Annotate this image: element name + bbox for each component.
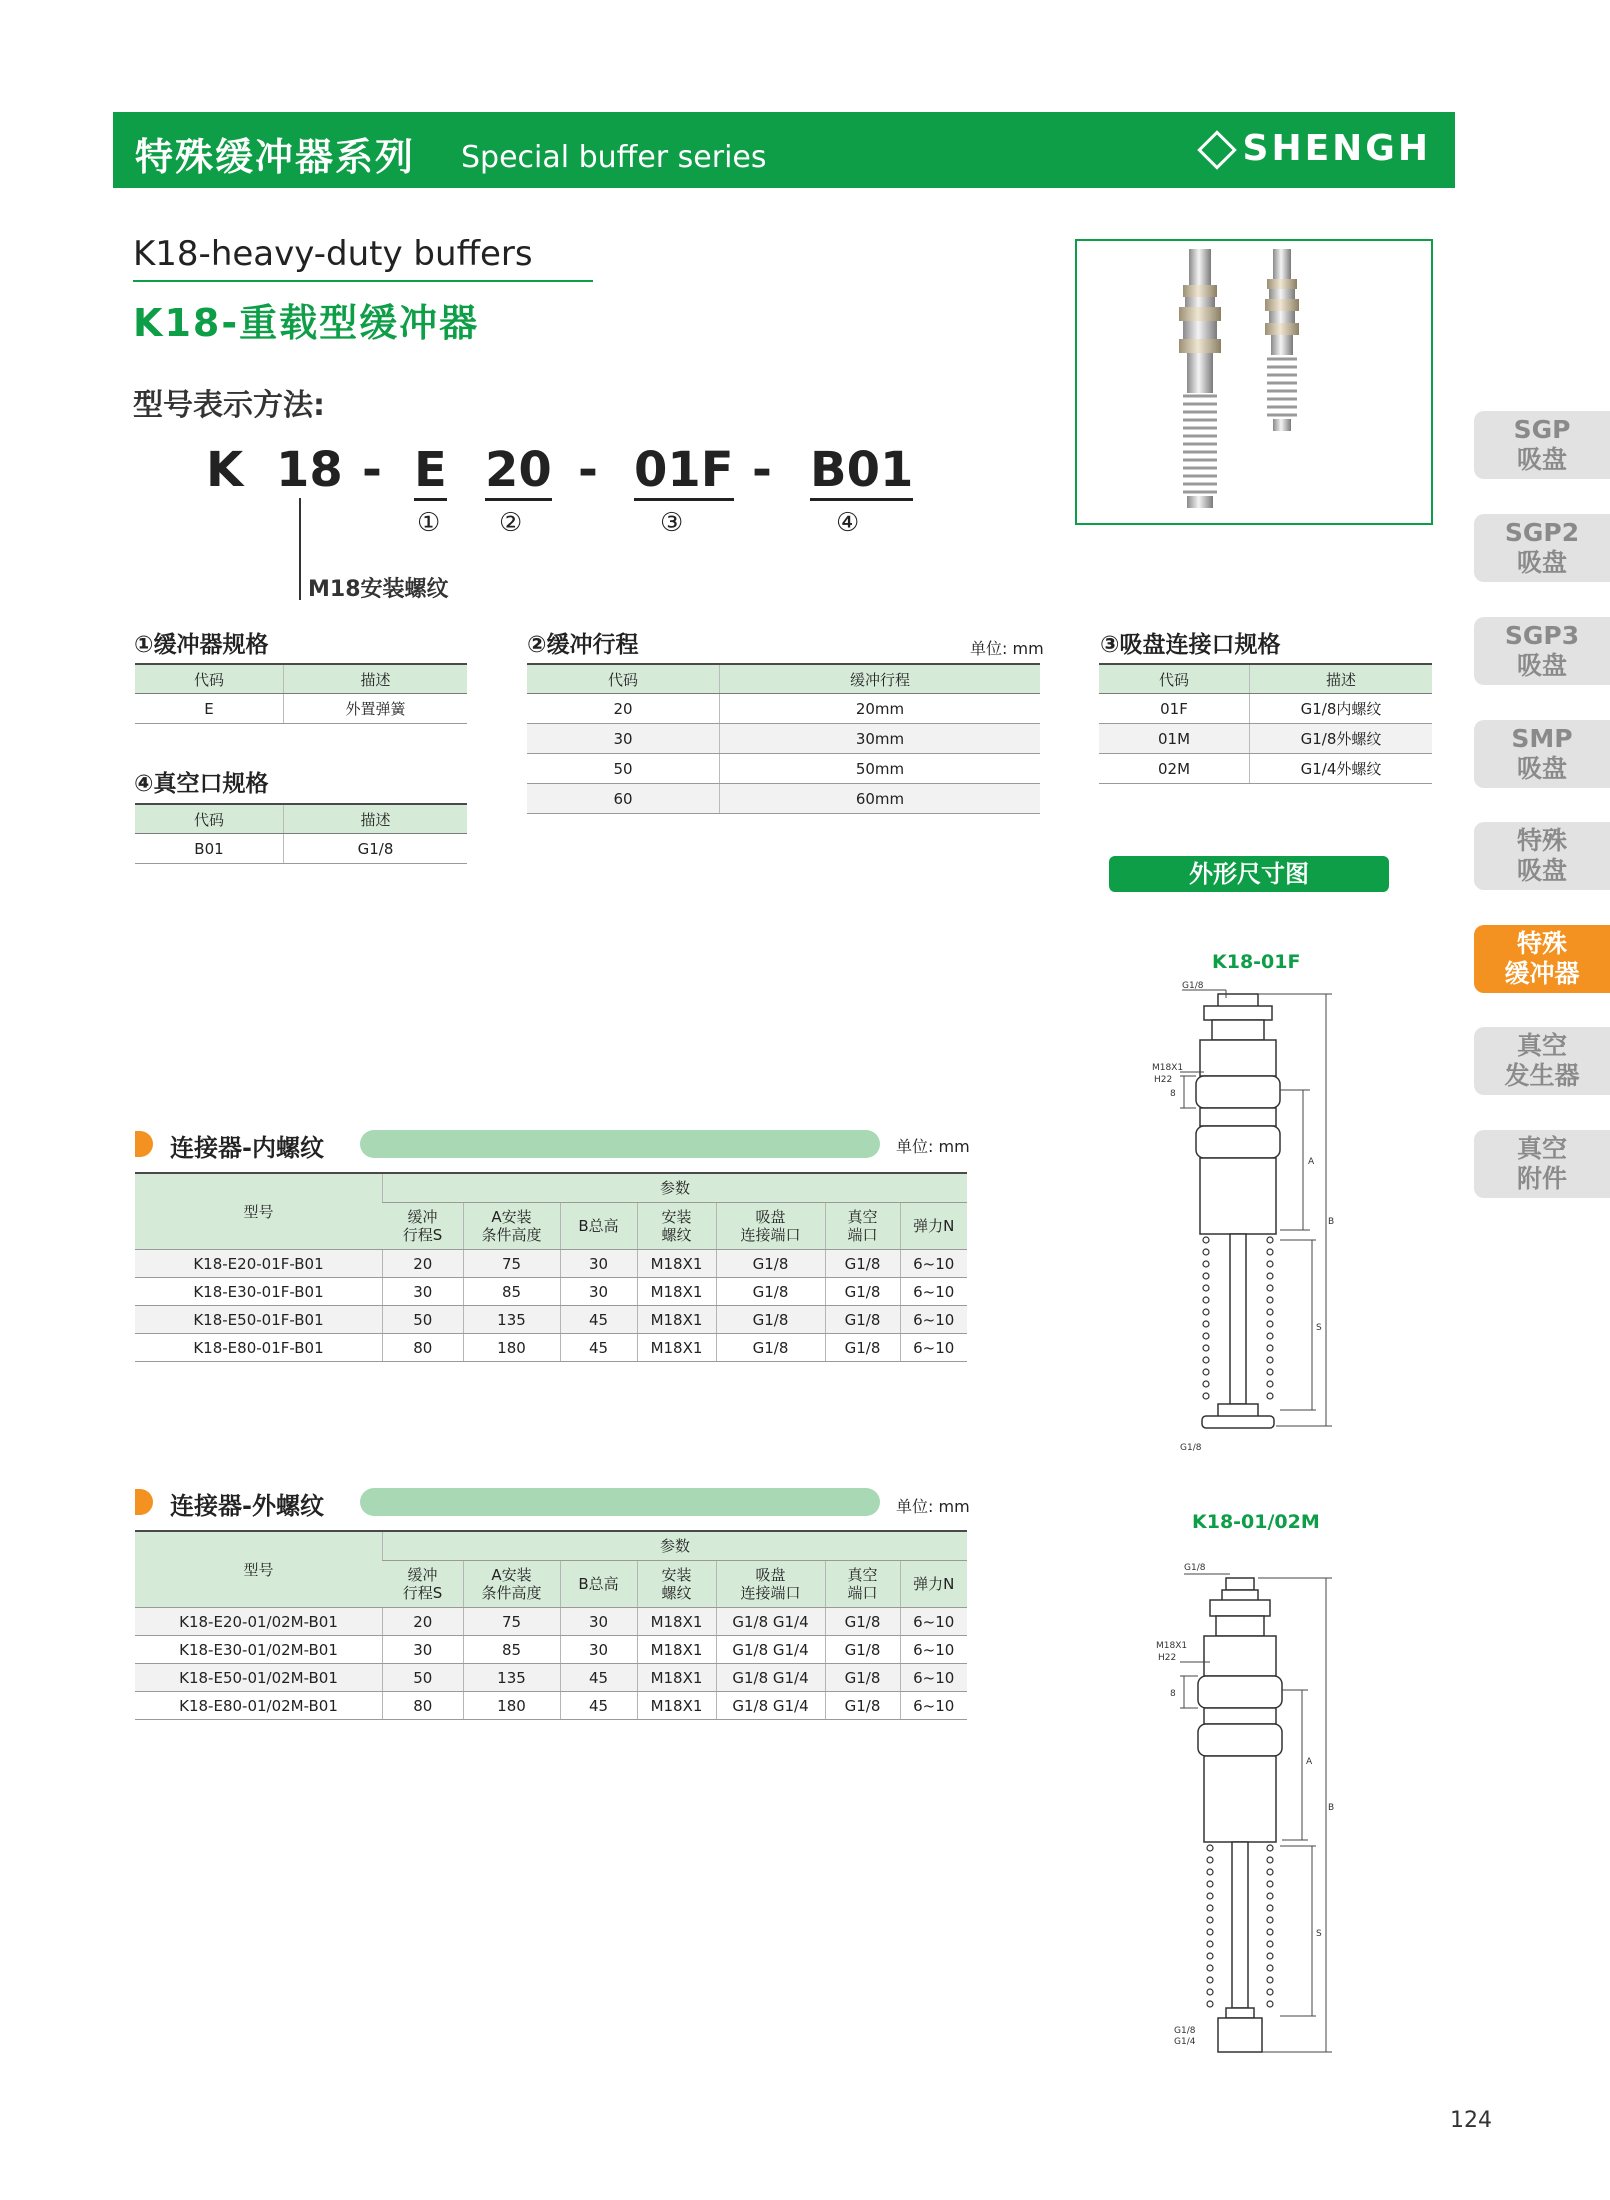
drawing-k18-01-02m	[1140, 1540, 1340, 2060]
header-line: 真空	[847, 1208, 878, 1226]
dim-label: M18X1	[1156, 1641, 1188, 1651]
table-cell: 50	[527, 754, 720, 784]
side-tab-sgp3[interactable]	[1474, 617, 1610, 685]
dim-label: B	[1328, 1803, 1335, 1813]
dim-label: 8	[1170, 1689, 1176, 1699]
section-marker-icon	[135, 1489, 153, 1515]
dim-label: G1/8	[1180, 1443, 1202, 1453]
table-cell: G1/8	[716, 1334, 825, 1362]
buffer-photo-illustration	[1077, 241, 1431, 523]
table-cell: 45	[560, 1664, 637, 1692]
header-line: 吸盘	[755, 1208, 786, 1226]
table-cell: G1/8	[825, 1664, 900, 1692]
model-part-vacuum: B01	[810, 442, 913, 501]
model-part-dash: -	[362, 442, 382, 498]
table-header: 描述	[284, 804, 468, 834]
header-line: 端口	[847, 1584, 878, 1602]
thread-note: M18安装螺纹	[308, 577, 449, 602]
table-cell: 60mm	[720, 784, 1041, 814]
side-tab-label: SGP2	[1504, 518, 1580, 547]
dim-label: G1/8	[1182, 981, 1204, 991]
side-tab-label: 发生器	[1504, 1061, 1580, 1090]
table-cell: M18X1	[637, 1278, 716, 1306]
table-cell: 85	[463, 1636, 560, 1664]
table-cell: 30mm	[720, 724, 1041, 754]
table-row	[135, 1250, 967, 1278]
dim-label: G1/4	[1174, 2037, 1196, 2047]
table-cell: 45	[560, 1306, 637, 1334]
table-header	[560, 1561, 637, 1608]
header-line: A安装	[491, 1208, 532, 1226]
diamond-logo-icon	[1197, 130, 1237, 170]
table-header: 参数	[383, 1173, 968, 1203]
table-header: 参数	[383, 1531, 968, 1561]
dim-label: B	[1328, 1217, 1335, 1227]
table-cell: 20	[527, 694, 720, 724]
table-cell: K18-E50-01/02M-B01	[135, 1664, 383, 1692]
header-line: 螺纹	[661, 1226, 692, 1244]
table-cell: M18X1	[637, 1608, 716, 1636]
product-title-en: K18-heavy-duty buffers	[133, 234, 533, 274]
table-header	[716, 1561, 825, 1608]
table-cell: 60	[527, 784, 720, 814]
dim-label: S	[1316, 1323, 1322, 1333]
side-tab-label: 吸盘	[1516, 651, 1567, 680]
product-photo	[1075, 239, 1433, 525]
table-header	[825, 1203, 900, 1250]
table-cell: 75	[463, 1608, 560, 1636]
table-cell: 6~10	[900, 1278, 967, 1306]
buffer-spec-title: ①缓冲器规格	[134, 632, 269, 658]
side-tab-label: 吸盘	[1516, 856, 1567, 885]
table-header: 描述	[284, 664, 468, 694]
table-cell: 6~10	[900, 1636, 967, 1664]
table-cell: G1/8 G1/4	[716, 1636, 825, 1664]
table-row	[135, 1692, 967, 1720]
model-part-dash: -	[578, 442, 598, 498]
table-header: 代码	[1099, 664, 1250, 694]
table-cell: 45	[560, 1692, 637, 1720]
model-part-dash: -	[752, 442, 772, 498]
vacuum-port-title: ④真空口规格	[134, 771, 269, 797]
table-header: 描述	[1250, 664, 1433, 694]
table-row	[1099, 694, 1432, 724]
table-cell: G1/8	[825, 1250, 900, 1278]
header-line: 弹力N	[913, 1217, 955, 1235]
drawing-title-01-02m: K18-01/02M	[1192, 1511, 1320, 1533]
table-header: 型号	[135, 1531, 383, 1608]
table-cell: 30	[560, 1636, 637, 1664]
table-header	[383, 1203, 464, 1250]
table-cell: 80	[383, 1692, 464, 1720]
table-cell: 180	[463, 1692, 560, 1720]
model-designation-label: 型号表示方法:	[133, 388, 325, 423]
table-header	[716, 1203, 825, 1250]
table-cell: 50	[383, 1306, 464, 1334]
model-part-port: 01F	[634, 442, 734, 501]
side-tab-label: 特殊	[1516, 929, 1567, 958]
table-cell: K18-E30-01/02M-B01	[135, 1636, 383, 1664]
table-header: 代码	[135, 804, 284, 834]
table-row	[135, 1636, 967, 1664]
side-tab-special-suction[interactable]	[1474, 822, 1610, 890]
table-row	[135, 1334, 967, 1362]
table-row	[135, 1664, 967, 1692]
connector-inner-unit: 单位: mm	[896, 1137, 970, 1156]
table-cell: G1/8	[825, 1692, 900, 1720]
table-cell: 50	[383, 1664, 464, 1692]
table-cell: 50mm	[720, 754, 1041, 784]
side-tab-label: SGP3	[1504, 621, 1580, 650]
table-cell: 20	[383, 1250, 464, 1278]
table-header	[637, 1561, 716, 1608]
table-cell: 75	[463, 1250, 560, 1278]
dim-label: G1/8	[1184, 1563, 1206, 1573]
side-tab-label: SGP	[1513, 415, 1571, 444]
table-cell: M18X1	[637, 1664, 716, 1692]
brand-logo	[1203, 128, 1431, 169]
marker-4: ④	[836, 508, 860, 538]
header-line: 螺纹	[661, 1584, 692, 1602]
table-cell: E	[135, 694, 284, 724]
table-cell: 外置弹簧	[284, 694, 468, 724]
table-cell: 30	[383, 1278, 464, 1306]
table-cell: 85	[463, 1278, 560, 1306]
table-cell: B01	[135, 834, 284, 864]
table-cell: G1/8 G1/4	[716, 1608, 825, 1636]
marker-2: ②	[499, 508, 523, 538]
header-line: 条件高度	[481, 1584, 542, 1602]
side-tab-vacuum-generator[interactable]	[1474, 1027, 1610, 1095]
table-cell: 180	[463, 1334, 560, 1362]
dim-label: H22	[1158, 1653, 1177, 1663]
stroke-title: ②缓冲行程	[527, 632, 639, 658]
vacuum-port-table	[135, 803, 467, 864]
model-part-spec: E	[414, 442, 447, 501]
table-cell: 30	[383, 1636, 464, 1664]
marker-3: ③	[660, 508, 684, 538]
drawing-k18-01f	[1140, 980, 1340, 1470]
table-header	[825, 1561, 900, 1608]
table-cell: G1/8 G1/4	[716, 1692, 825, 1720]
header-line: 缓冲	[407, 1566, 438, 1584]
table-cell: K18-E20-01/02M-B01	[135, 1608, 383, 1636]
side-tab-label: 真空	[1516, 1031, 1567, 1060]
dim-label: M18X1	[1152, 1063, 1184, 1073]
table-row	[135, 1306, 967, 1334]
suction-port-table	[1099, 663, 1432, 784]
header-title-en: Special buffer series	[461, 140, 767, 175]
suction-port-title: ③吸盘连接口规格	[1100, 632, 1281, 658]
table-header	[900, 1561, 967, 1608]
table-cell: G1/8	[825, 1306, 900, 1334]
side-tab-sgp2[interactable]	[1474, 514, 1610, 582]
table-header	[900, 1203, 967, 1250]
dim-label: 8	[1170, 1089, 1176, 1099]
header-line: 行程S	[402, 1584, 443, 1602]
table-row	[135, 1608, 967, 1636]
table-cell: K18-E80-01F-B01	[135, 1334, 383, 1362]
table-cell: 6~10	[900, 1334, 967, 1362]
model-part-size: 18	[276, 442, 343, 498]
side-tab-vacuum-accessories[interactable]	[1474, 1130, 1610, 1198]
side-tab-label: 特殊	[1516, 826, 1567, 855]
table-cell: K18-E30-01F-B01	[135, 1278, 383, 1306]
dim-label: H22	[1154, 1075, 1173, 1085]
table-cell: G1/8	[825, 1278, 900, 1306]
table-cell: M18X1	[637, 1334, 716, 1362]
table-cell: 6~10	[900, 1608, 967, 1636]
side-tab-special-buffer[interactable]	[1474, 925, 1610, 993]
header-line: 安装	[661, 1566, 692, 1584]
header-line: 端口	[847, 1226, 878, 1244]
table-row	[1099, 724, 1432, 754]
model-part-series: K	[206, 442, 244, 498]
table-cell: G1/8	[716, 1278, 825, 1306]
header-line: B总高	[578, 1217, 619, 1235]
table-cell: G1/4外螺纹	[1250, 754, 1433, 784]
table-row	[135, 834, 467, 864]
side-tab-label: 缓冲器	[1504, 959, 1580, 988]
table-cell: 80	[383, 1334, 464, 1362]
header-line: 真空	[847, 1566, 878, 1584]
side-tab-label: 吸盘	[1516, 548, 1567, 577]
connector-inner-title: 连接器-内螺纹	[170, 1134, 324, 1162]
buffer-spec-table	[135, 663, 467, 724]
table-header	[383, 1561, 464, 1608]
dim-label: A	[1306, 1757, 1313, 1767]
section-marker-icon	[135, 1131, 153, 1157]
table-header: 缓冲行程	[720, 664, 1041, 694]
connector-inner-table	[135, 1172, 967, 1362]
table-cell: K18-E20-01F-B01	[135, 1250, 383, 1278]
section-bar	[360, 1488, 880, 1516]
table-cell: M18X1	[637, 1692, 716, 1720]
section-bar	[360, 1130, 880, 1158]
dimension-drawing-button[interactable]: 外形尺寸图	[1109, 856, 1389, 892]
dim-label: S	[1316, 1929, 1322, 1939]
table-cell: G1/8	[825, 1636, 900, 1664]
side-tab-smp[interactable]	[1474, 720, 1610, 788]
table-cell: 135	[463, 1306, 560, 1334]
side-tab-label: 真空	[1516, 1134, 1567, 1163]
table-header: 代码	[135, 664, 284, 694]
page-number: 124	[1450, 2108, 1492, 2133]
header-line: 连接端口	[740, 1226, 801, 1244]
table-cell: K18-E80-01/02M-B01	[135, 1692, 383, 1720]
table-row	[135, 1278, 967, 1306]
marker-1: ①	[417, 508, 441, 538]
table-cell: 45	[560, 1334, 637, 1362]
table-cell: 6~10	[900, 1306, 967, 1334]
header-title-cn: 特殊缓冲器系列	[135, 135, 416, 179]
side-tab-label: 附件	[1516, 1164, 1567, 1193]
table-header	[560, 1203, 637, 1250]
table-row	[527, 724, 1040, 754]
table-cell: 20mm	[720, 694, 1041, 724]
table-cell: M18X1	[637, 1250, 716, 1278]
stroke-table	[527, 663, 1040, 814]
table-row	[527, 784, 1040, 814]
table-header: 型号	[135, 1173, 383, 1250]
header-line: B总高	[578, 1575, 619, 1593]
header-line: 缓冲	[407, 1208, 438, 1226]
title-divider	[133, 280, 593, 282]
table-cell: G1/8	[716, 1250, 825, 1278]
drawing-title-01f: K18-01F	[1212, 951, 1301, 973]
table-cell: 01F	[1099, 694, 1250, 724]
table-cell: 30	[560, 1250, 637, 1278]
table-row	[135, 694, 467, 724]
table-cell: G1/8	[716, 1306, 825, 1334]
logo-text: SHENGH	[1242, 128, 1431, 169]
table-header	[637, 1203, 716, 1250]
table-cell: 135	[463, 1664, 560, 1692]
header-line: 连接端口	[740, 1584, 801, 1602]
stroke-unit: 单位: mm	[970, 639, 1044, 658]
thread-pointer-line	[299, 498, 301, 600]
connector-outer-table	[135, 1530, 967, 1720]
header-line: 条件高度	[481, 1226, 542, 1244]
table-cell: G1/8	[825, 1608, 900, 1636]
model-part-stroke: 20	[485, 442, 552, 501]
dim-label: G1/8	[1174, 2026, 1196, 2036]
table-header	[463, 1561, 560, 1608]
table-header	[463, 1203, 560, 1250]
table-cell: M18X1	[637, 1306, 716, 1334]
table-row	[527, 754, 1040, 784]
connector-outer-title: 连接器-外螺纹	[170, 1492, 324, 1520]
table-cell: M18X1	[637, 1636, 716, 1664]
table-cell: 02M	[1099, 754, 1250, 784]
table-cell: 30	[560, 1278, 637, 1306]
table-cell: G1/8外螺纹	[1250, 724, 1433, 754]
header-line: 吸盘	[755, 1566, 786, 1584]
table-cell: G1/8 G1/4	[716, 1664, 825, 1692]
table-cell: 01M	[1099, 724, 1250, 754]
table-cell: G1/8	[825, 1334, 900, 1362]
header-line: 弹力N	[913, 1575, 955, 1593]
table-cell: 30	[527, 724, 720, 754]
table-cell: 6~10	[900, 1692, 967, 1720]
table-cell: G1/8	[284, 834, 468, 864]
side-tab-label: 吸盘	[1516, 754, 1567, 783]
table-row	[527, 694, 1040, 724]
table-header: 代码	[527, 664, 720, 694]
side-tab-label: SMP	[1511, 724, 1573, 753]
header-line: 安装	[661, 1208, 692, 1226]
header-line: A安装	[491, 1566, 532, 1584]
table-cell: K18-E50-01F-B01	[135, 1306, 383, 1334]
side-tab-label: 吸盘	[1516, 445, 1567, 474]
table-cell: 20	[383, 1608, 464, 1636]
table-cell: 6~10	[900, 1664, 967, 1692]
header-line: 行程S	[402, 1226, 443, 1244]
connector-outer-unit: 单位: mm	[896, 1497, 970, 1516]
header-bar	[113, 112, 1455, 188]
dim-label: A	[1308, 1157, 1315, 1167]
table-cell: 6~10	[900, 1250, 967, 1278]
table-row	[1099, 754, 1432, 784]
side-tab-sgp[interactable]	[1474, 411, 1610, 479]
table-cell: G1/8内螺纹	[1250, 694, 1433, 724]
table-cell: 30	[560, 1608, 637, 1636]
product-title-cn: K18-重载型缓冲器	[133, 301, 480, 345]
